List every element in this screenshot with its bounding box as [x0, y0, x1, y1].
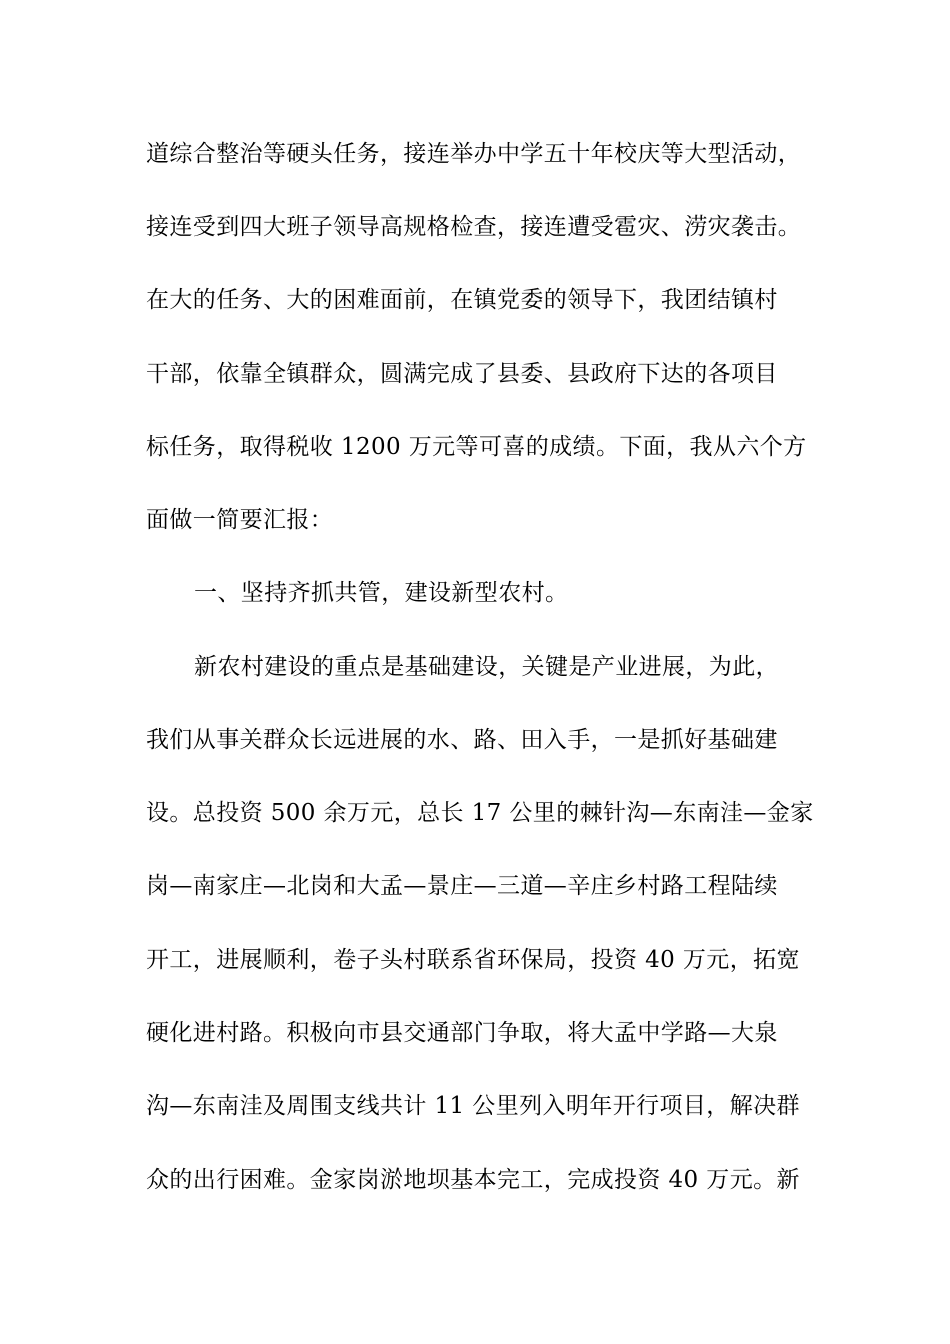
text-line: 众的出行困难。金家岗淤地坝基本完工，完成投资 40 万元。新: [146, 1167, 800, 1193]
text-line: 我们从事关群众长远进展的水、路、田入手，一是抓好基础建: [146, 727, 778, 753]
text-line: 开工，进展顺利，卷子头村联系省环保局，投资 40 万元，拓宽: [146, 947, 800, 973]
text-line: 硬化进村路。积极向市县交通部门争取，将大孟中学路—大泉: [146, 1020, 778, 1046]
text-line: 岗—南家庄—北岗和大孟—景庄—三道—辛庄乡村路工程陆续: [146, 873, 778, 899]
text-line: 面做一简要汇报：: [146, 507, 334, 533]
text-line: 道综合整治等硬头任务，接连举办中学五十年校庆等大型活动，: [146, 141, 802, 167]
text-line: 标任务，取得税收 1200 万元等可喜的成绩。下面，我从六个方: [146, 434, 807, 460]
text-line: 设。总投资 500 余万元，总长 17 公里的棘针沟—东南洼—金家: [146, 800, 814, 826]
text-line: 在大的任务、大的困难面前，在镇党委的领导下，我团结镇村: [146, 287, 778, 313]
section-heading: 一、坚持齐抓共管，建设新型农村。: [194, 580, 569, 606]
text-line: 接连受到四大班子领导高规格检查，接连遭受雹灾、涝灾袭击。: [146, 214, 802, 240]
text-line: 沟—东南洼及周围支线共计 11 公里列入明年开行项目，解决群: [146, 1093, 800, 1119]
paragraph-first-line: 新农村建设的重点是基础建设，关键是产业进展，为此，: [194, 654, 779, 680]
text-line: 干部，依靠全镇群众，圆满完成了县委、县政府下达的各项目: [146, 361, 778, 387]
